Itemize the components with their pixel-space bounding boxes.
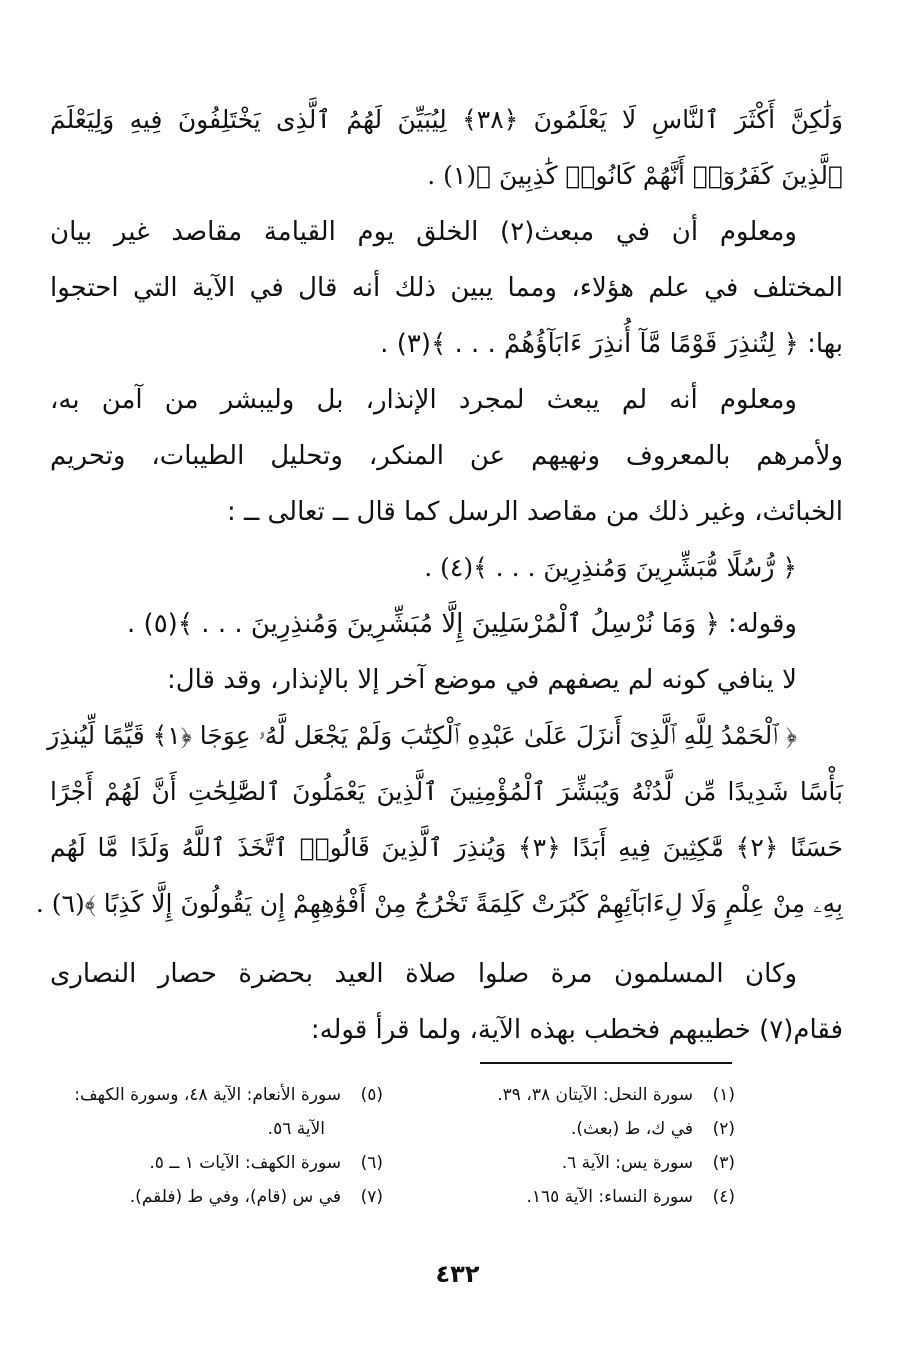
footnote-text: سورة الكهف: الآيات ١ ــ ٥.	[149, 1153, 341, 1173]
quran-line: ﴿ رُّسُلًا مُّبَشِّرِينَ وَمُنذِرِينَ . . . ﴾(٤) .	[424, 553, 797, 582]
footnote-number: (٤)	[712, 1187, 735, 1207]
footnote-number: (٥)	[360, 1085, 383, 1105]
footnotes	[50, 1078, 735, 1214]
footnote-continuation	[50, 1112, 383, 1146]
quran-line: وَلَٰكِنَّ أَكْثَرَ ٱلنَّاسِ لَا يَعْلَمُونَ ﴿٣٨﴾ لِيُبَيِّنَ لَهُمُ ٱلَّذِى يَخْتَلِفُونَ فِيهِ وَلِيَعْلَمَ	[50, 105, 843, 134]
quran-line: بَأْسًا شَدِيدًا مِّن لَّدُنْهُ وَيُبَشِّرَ ٱلْمُؤْمِنِينَ ٱلَّذِينَ يَعْمَلُونَ ٱلصَّٰلِحَٰتِ أَنَّ لَهُمْ أَجْرًا	[50, 777, 843, 806]
footnote-text: سورة الأنعام: الآية ٤٨، وسورة الكهف:	[74, 1085, 341, 1105]
footnote-text: في س (قام)، وفي ط (فلقم).	[129, 1187, 341, 1207]
page-number: ٤٣٢	[435, 1260, 480, 1288]
footnote-number: (١)	[712, 1085, 735, 1105]
paragraph-line: المختلف في علم هؤلاء، ومما يبين ذلك أنه قال في الآية التي احتجوا	[50, 273, 843, 303]
footnote	[425, 1078, 735, 1112]
footnote-text: سورة النساء: الآية ١٦٥.	[526, 1187, 693, 1207]
footnote-text: في ك، ط (بعث).	[570, 1119, 693, 1139]
paragraph-line: وقوله: ﴿ وَمَا نُرْسِلُ ٱلْمُرْسَلِينَ إِلَّا مُبَشِّرِينَ وَمُنذِرِينَ . . . ﴾(٥) .	[127, 609, 797, 639]
footnote	[50, 1146, 383, 1180]
quran-line: ٱلَّذِينَ كَفَرُوٓا۟ أَنَّهُمْ كَانُوا۟ كَٰذِبِينَ ﴾(١) .	[427, 161, 843, 190]
quran-line: حَسَنًا ﴿٢﴾ مَّٰكِثِينَ فِيهِ أَبَدًا ﴿٣﴾ وَيُنذِرَ ٱلَّذِينَ قَالُوا۟ ٱتَّخَذَ ٱللَّهُ وَلَدًا مَّا لَهُم	[50, 833, 843, 862]
paragraph-line: بها: ﴿ لِتُنذِرَ قَوْمًا مَّآ أُنذِرَ ءَابَآؤُهُمْ . . . ﴾(٣) .	[380, 329, 843, 359]
footnote-number: (٦)	[360, 1153, 383, 1173]
paragraph-line: وكان المسلمون مرة صلوا صلاة العيد بحضرة حصار النصارى	[50, 959, 797, 989]
footnote-text: سورة يس: الآية ٦.	[561, 1153, 693, 1173]
paragraph-line: لا ينافي كونه لم يصفهم في موضع آخر إلا بالإنذار، وقد قال:	[166, 665, 797, 695]
footnote-number: (٧)	[360, 1187, 383, 1207]
footnotes-right-column	[425, 1078, 735, 1214]
footnote	[50, 1078, 383, 1112]
footnote-text: سورة النحل: الآيتان ٣٨، ٣٩.	[497, 1085, 693, 1105]
quran-line: ﴿ ٱلْحَمْدُ لِلَّهِ ٱلَّذِىٓ أَنزَلَ عَلَىٰ عَبْدِهِ ٱلْكِتَٰبَ وَلَمْ يَجْعَل لَّهُۥ عِوَجَا ﴿١﴾ قَيِّمًا لِّيُنذِرَ	[47, 721, 797, 750]
footnote	[425, 1180, 735, 1214]
footnote	[425, 1112, 735, 1146]
footnote	[425, 1146, 735, 1180]
footnote-separator	[480, 1062, 732, 1064]
footnotes-left-column	[50, 1078, 383, 1214]
quran-line: بِهِۦ مِنْ عِلْمٍ وَلَا لِءَابَآئِهِمْ كَبُرَتْ كَلِمَةً تَخْرُجُ مِنْ أَفْوَٰهِهِمْ إِن يَقُولُونَ إِلَّا كَذِبًا ﴾(٦) .	[35, 889, 843, 918]
paragraph-line: الخبائث، وغير ذلك من مقاصد الرسل كما قال ــ تعالى ــ :	[226, 497, 843, 527]
spacer	[50, 932, 843, 946]
footnote	[50, 1180, 383, 1214]
paragraph-line: فقام(٧) خطيبهم فخطب بهذه الآية، ولما قرأ قوله:	[310, 1015, 843, 1045]
paragraph-line: ومعلوم أن في مبعث(٢) الخلق يوم القيامة مقاصد غير بيان	[50, 217, 797, 247]
footnote-text: الآية ٥٦.	[267, 1119, 325, 1139]
paragraph-line: ولأمرهم بالمعروف ونهيهم عن المنكر، وتحليل الطيبات، وتحريم	[50, 441, 843, 471]
paragraph-line: ومعلوم أنه لم يبعث لمجرد الإنذار، بل وليبشر من آمن به،	[50, 385, 797, 415]
footnote-number: (٢)	[712, 1119, 735, 1139]
footnote-number: (٣)	[712, 1153, 735, 1173]
